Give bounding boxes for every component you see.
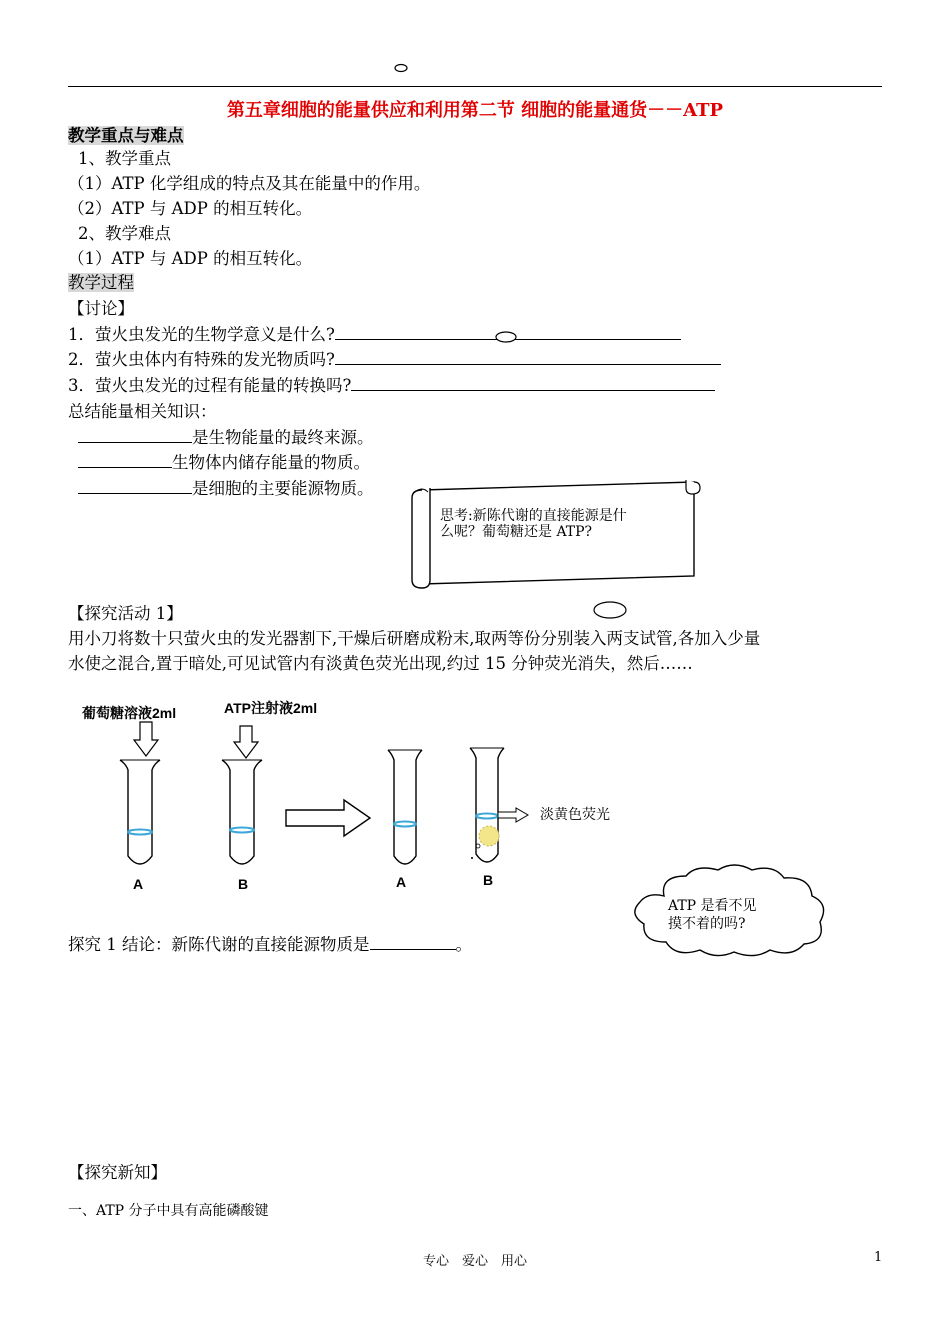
question-3-text: 3．萤火虫发光的过程有能量的转换吗? (68, 376, 352, 395)
fluorescence-glow (479, 826, 499, 846)
key-item-2: （2）ATP 与 ADP 的相互转化。 (68, 199, 313, 218)
question-2 (68, 349, 721, 371)
conclusion-text: 探究 1 结论：新陈代谢的直接能源物质是 (68, 935, 370, 954)
footer-center: 专心 爱心 用心 (422, 1254, 527, 1269)
marker-oval-2 (592, 600, 628, 620)
focus-heading: 教学重点与难点 (68, 126, 184, 145)
tube-b-right (470, 748, 504, 862)
page-title: 第五章细胞的能量供应和利用第二节 细胞的能量通货－－ATP (226, 100, 724, 121)
summary-item-1-text: 是生物能量的最终来源。 (192, 428, 374, 447)
new-knowledge-item-1: 一、ATP 分子中具有高能磷酸键 (68, 1203, 269, 1219)
arrow-down-glucose (134, 722, 158, 756)
question-1-text: 1．萤火虫发光的生物学意义是什么? (68, 325, 335, 344)
answer-blank-3[interactable] (351, 376, 715, 391)
glucose-label: 葡萄糖溶液2ml (82, 705, 177, 721)
key-heading: 1、教学重点 (78, 149, 171, 168)
header-rule (68, 86, 882, 87)
experiment-diagram (100, 716, 560, 886)
scroll-note-line-1: 思考:新陈代谢的直接能源是什 (440, 508, 627, 524)
conclusion-end: 。 (455, 935, 472, 954)
summary-blank-1[interactable] (78, 428, 192, 443)
fluorescence-label: 淡黄色荧光 (540, 807, 610, 823)
new-knowledge-heading: 【探究新知】 (68, 1163, 167, 1182)
arrow-right (286, 800, 370, 836)
activity-heading: 【探究活动 1】 (68, 604, 183, 623)
summary-item-2-text: 生物体内储存能量的物质。 (172, 453, 370, 472)
header-mark (392, 62, 410, 74)
cloud-note-line-1: ATP 是看不见 (668, 898, 757, 914)
summary-item-3-text: 是细胞的主要能源物质。 (192, 479, 374, 498)
question-3 (68, 375, 715, 397)
tube-label-b-left: B (238, 876, 249, 892)
fluorescence-pointer (498, 808, 528, 822)
process-heading: 教学过程 (68, 273, 134, 292)
tube-label-a-right: A (396, 874, 407, 890)
marker-oval (494, 330, 518, 344)
tube-a-right (388, 750, 422, 864)
activity-text-2: 水使之混合,置于暗处,可见试管内有淡黄色荧光出现,约过 15 分钟荧光消失，然后…… (68, 654, 693, 673)
scroll-note-line-2: 么呢？葡萄糖还是 ATP? (440, 524, 593, 540)
summary-item-1 (78, 427, 374, 449)
summary-item-3 (78, 478, 374, 500)
question-1 (68, 324, 681, 346)
conclusion (68, 934, 472, 956)
key-item-1: （1）ATP 化学组成的特点及其在能量中的作用。 (68, 174, 431, 193)
summary-blank-2[interactable] (78, 453, 172, 468)
conclusion-blank[interactable] (370, 935, 456, 950)
tube-b-left (222, 760, 262, 864)
answer-blank-2[interactable] (335, 350, 721, 365)
page-number: 1 (874, 1250, 883, 1265)
difficult-heading: 2、教学难点 (78, 224, 171, 243)
summary-blank-3[interactable] (78, 479, 192, 494)
discussion-heading: 【讨论】 (68, 299, 134, 318)
summary-item-2 (78, 452, 370, 474)
difficult-item-1: （1）ATP 与 ADP 的相互转化。 (68, 249, 313, 268)
activity-text-1: 用小刀将数十只萤火虫的发光器割下,干燥后研磨成粉末,取两等份分别装入两支试管,各加入少量 (68, 629, 761, 648)
arrow-down-atp (234, 726, 258, 758)
tube-a-left (120, 760, 160, 864)
cloud-note-line-2: 摸不着的吗? (668, 916, 746, 932)
summary-heading: 总结能量相关知识： (68, 402, 217, 421)
tube-label-b-right: B (483, 872, 494, 888)
tube-label-a-left: A (133, 876, 144, 892)
atp-label: ATP注射液2ml (224, 700, 318, 716)
question-2-text: 2．萤火虫体内有特殊的发光物质吗? (68, 350, 335, 369)
